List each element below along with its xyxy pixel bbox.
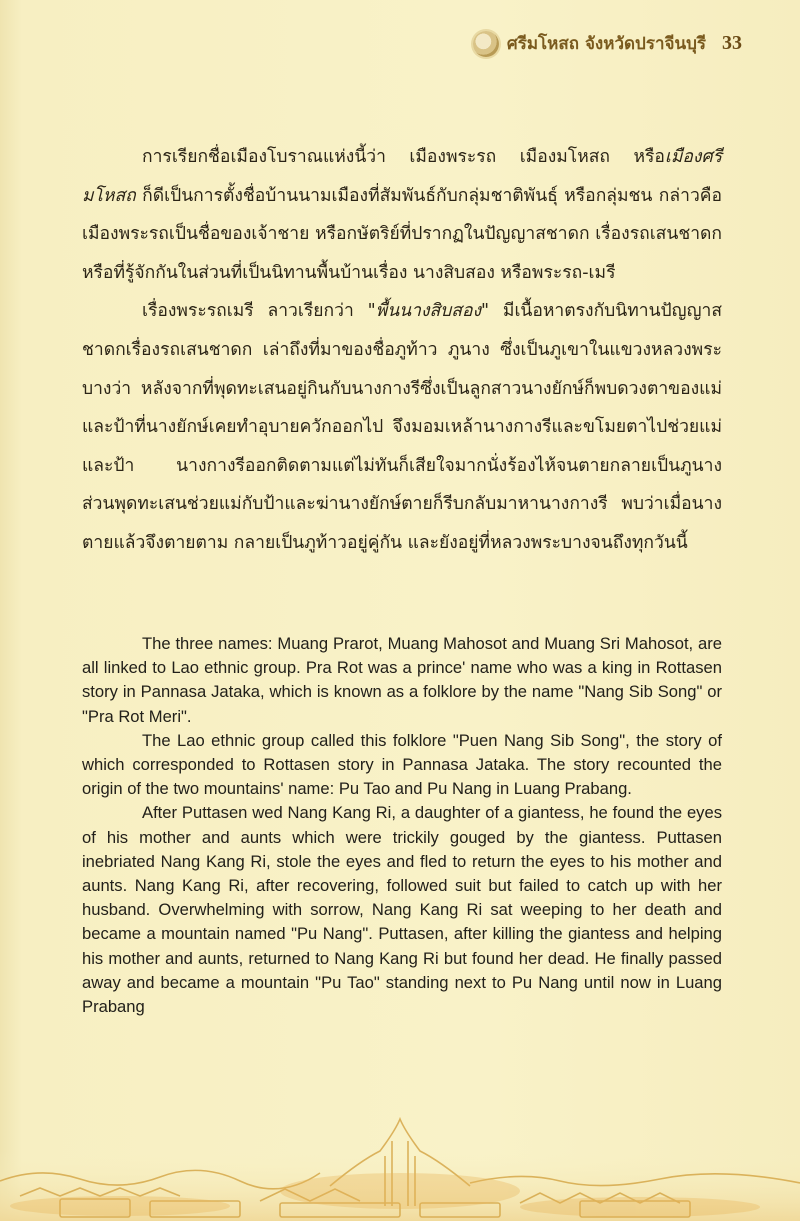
english-paragraph: The Lao ethnic group called this folklore "Puen Nang Sib Song", the story of which corresponded to Rottasen story in Pannasa Jataka. The story recounted the origin of the two mountains' name: Pu Tao and Pu Nang in Luang Prabang.: [82, 730, 722, 799]
thai-text: การเรียกชื่อเมืองโบราณแห่งนี้ว่า เมืองพระรถ เมืองมโหสถ หรือ: [142, 147, 665, 167]
english-paragraph: After Puttasen wed Nang Kang Ri, a daughter of a giantess, he found the eyes of his mother and aunts which were trickily gouged by the giantess. Puttasen inebriated Nang Kang Ri, stole the eyes and fled to return the eyes to his mother and aunts. Nang Kang Ri, after recovering, followed suit but failed to catch up with her husband. Overwhelming with sorrow, Nang Kang Ri sat weeping to her death and became a mountain named "Pu Nang". Puttasen, after killing the giantess and helping his mother and aunts, returned to Nang Kang Ri but found her dead. He finally passed away and became a mountain "Pu Tao" standing next to Pu Nang until now in Luang Prabang: [82, 803, 722, 1017]
thai-emphasis: "พื้นนางสิบสอง": [367, 301, 490, 322]
english-text-block: [82, 632, 722, 1019]
thai-text: เรื่องพระรถเมรี ลาวเรียกว่า: [142, 301, 368, 322]
thai-text: ก็ดีเป็นการตั้งชื่อบ้านนามเมืองที่สัมพันธ์กับกลุ่มชาติพันธุ์ หรือกลุ่มชน กล่าวคือ เมืองพระรถเป็นชื่อของเจ้าชาย หรือกษัตริย์ที่ปรากฏในปัญญาสชาดก เรื่องรถเสนชาดก หรือที่รู้จักกันในส่วนที่เป็นนิทานพื้นบ้านเรื่อง นางสิบสอง หรือพระรถ-เมรี: [82, 185, 722, 283]
english-paragraph: The three names: Muang Prarot, Muang Mahosot and Muang Sri Mahosot, are all linked to Lao ethnic group. Pra Rot was a prince' name who was a king in Rottasen story in Pannasa Jataka, which is known as a folklore by the name "Nang Sib Song" or "Pra Rot Meri".: [82, 634, 722, 726]
page-header: [473, 30, 742, 57]
header-title: ศรีมโหสถ จังหวัดปราจีนบุรี: [506, 34, 706, 54]
thai-emphasis: เมืองศรีมโหสถ: [82, 147, 722, 206]
thai-paragraph: [82, 138, 722, 292]
thai-paragraph: [82, 292, 722, 562]
thai-text-block: [82, 138, 722, 563]
thai-text: มีเนื้อหาตรงกับนิทานปัญญาสชาดกเรื่องรถเสนชาดก เล่าถึงที่มาของชื่อภูท้าว ภูนาง ซึ่งเป็นภูเขาในแขวงหลวงพระบางว่า หลังจากที่พุดทะเสนอยู่กินกับนางกางรีซึ่งเป็นลูกสาวนางยักษ์ก็พบดวงตาของแม่และป้าที่นางยักษ์เคยทำอุบายควักออกไป จึงมอมเหล้านางกางรีและขโมยตาไปช่วยแม่และป้า นางกางรีออกติดตามแต่ไม่ทันก็เสียใจมากนั่งร้องไห้จนตายกลายเป็นภูนาง ส่วนพุดทะเสนช่วยแม่กับป้าและฆ่านางยักษ์ตายก็รีบกลับมาหานางกางรี พบว่าเมื่อนางตายแล้วจึงตายตาม กลายเป็นภูท้าวอยู่คู่กัน และยังอยู่ที่หลวงพระบางจนถึงทุกวันนี้: [82, 301, 722, 553]
temple-ornament: [0, 1111, 800, 1221]
emblem-icon: [473, 31, 499, 57]
page-number: 33: [722, 32, 742, 54]
